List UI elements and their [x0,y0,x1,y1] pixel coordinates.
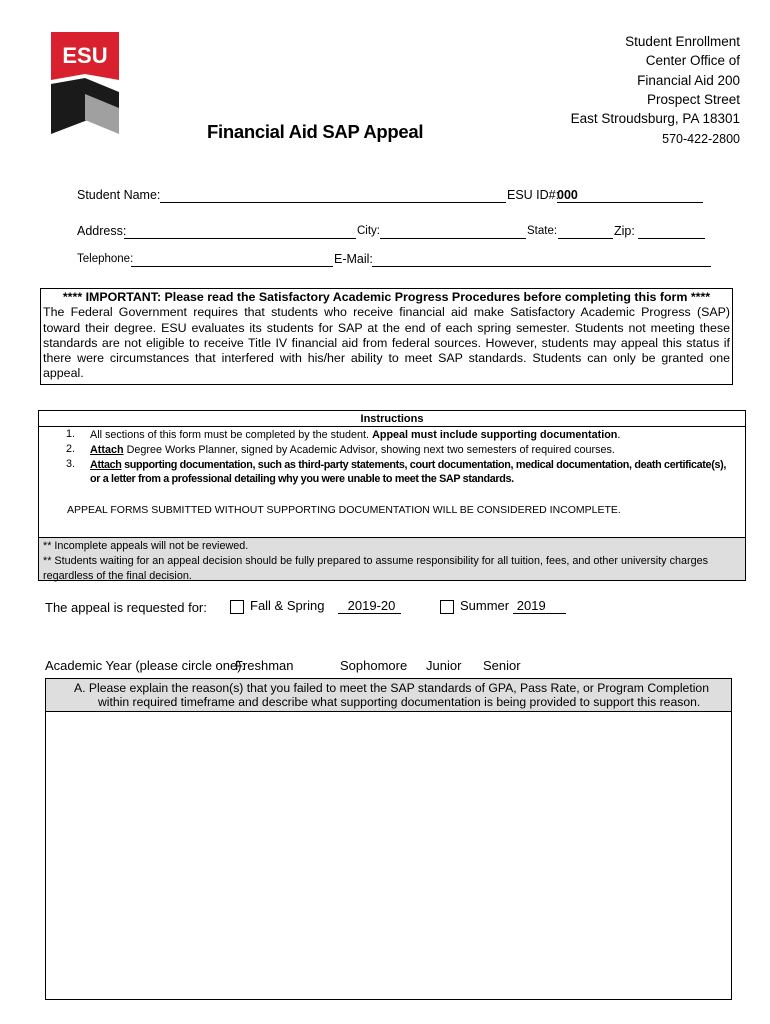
address-line-1: Student Enrollment [625,34,740,49]
state-input[interactable] [558,224,613,239]
zip-input[interactable] [638,224,705,239]
instruction-number-3: 3. [66,458,76,470]
summer-year[interactable]: 2019 [513,598,566,614]
note-responsibility: ** Students waiting for an appeal decision should be fully prepared to assume responsibility for all tuition, fees, and other university charges regardless of the final decision. [43,555,708,582]
year-option-freshman[interactable]: Freshman [235,658,294,673]
instruction-2 [90,443,740,457]
year-option-junior[interactable]: Junior [426,658,462,673]
esu-id-label: ESU ID#: [507,188,560,202]
important-notice [40,288,733,385]
instructions-divider [39,426,745,427]
academic-year-label: Academic Year (please circle one): [45,658,246,673]
state-label: State: [527,225,558,237]
esu-logo [51,32,119,134]
esu-id-input[interactable] [557,188,703,203]
instruction-2-text: Degree Works Planner, signed by Academic Advisor, showing next two semesters of required courses. [123,444,615,456]
instructions-notes [39,537,745,580]
instruction-1-text: All sections of this form must be completed by the student. [90,429,373,441]
explanation-prompt-line-1: A. Please explain the reason(s) that you failed to meet the SAP standards of GPA, Pass Rate, or Program Completion [74,681,709,695]
city-input[interactable] [380,224,526,239]
summer-label: Summer [460,598,510,613]
summer-checkbox[interactable] [440,600,454,614]
instructions-box [38,410,746,581]
instruction-1-tail: . [617,429,621,441]
fall-spring-label: Fall & Spring [250,598,325,613]
fall-spring-year[interactable]: 2019-20 [338,598,402,614]
esu-id-prefix: 000 [557,188,578,202]
telephone-label: Telephone: [77,253,134,265]
student-name-label: Student Name: [77,188,161,202]
address-line-4: Prospect Street [646,91,740,107]
office-phone: 570-422-2800 [662,132,740,147]
instruction-1 [90,428,740,442]
explanation-prompt-line-2: within required timeframe and describe what supporting documentation is being provided to support this reason. [98,695,701,709]
instruction-2-lead: Attach [90,444,124,456]
explanation-section [45,678,732,1000]
explanation-prompt [46,679,731,712]
city-label: City: [357,225,380,237]
email-label: E-Mail: [334,252,373,266]
year-option-senior[interactable]: Senior [483,658,521,673]
year-option-sophomore[interactable]: Sophomore [340,658,408,673]
incomplete-warning: APPEAL FORMS SUBMITTED WITHOUT SUPPORTING DOCUMENTATION WILL BE CONSIDERED INCOMPLETE. [67,504,621,516]
important-heading: **** IMPORTANT: Please read the Satisfactory Academic Progress Procedures before completing this form **** [62,290,711,304]
instruction-3 [90,458,730,486]
address-label: Address: [77,224,127,238]
address-line-5: East Stroudsburg, PA 18301 [570,111,740,127]
address-line-2: Center Office of [645,53,740,69]
address-line-3: Financial Aid 200 [637,72,740,88]
instruction-number-1: 1. [66,428,76,440]
explanation-textarea[interactable] [46,712,731,999]
appeal-for-label: The appeal is requested for: [45,600,207,615]
address-input[interactable] [124,224,356,239]
fall-spring-option[interactable] [230,598,401,614]
fall-spring-checkbox[interactable] [230,600,244,614]
email-input[interactable] [372,252,711,267]
student-name-input[interactable] [160,188,506,203]
note-incomplete: ** Incomplete appeals will not be reviewed. [43,540,249,552]
instructions-title: Instructions [360,413,424,425]
instruction-3-lead: Attach [90,459,122,471]
logo-text: ESU [62,43,108,68]
instruction-3-bold: supporting documentation, such as third-party statements, court documentation, medical documentation, death certificate(s), or a letter from a professional detailing why you were unable to meet the SAP standards. [90,459,726,485]
zip-label: Zip: [614,224,635,238]
important-body: The Federal Government requires that students who receive financial aid make Satisfactory Academic Progress (SAP) toward their degree. ESU evaluates its students for SAP at the end of each spring semester. Students not meeting these standards are not eligible to receive Title IV financial aid from federal sources. However, students may appeal this status if there were circumstances that interfered with his/her ability to meet SAP standards. Students can only be granted one appeal. [43,305,730,381]
telephone-input[interactable] [131,252,333,267]
form-title: Financial Aid SAP Appeal [207,121,424,142]
summer-option[interactable] [440,598,566,614]
instruction-number-2: 2. [66,443,76,455]
office-address [540,32,740,150]
instruction-1-bold: Appeal must include supporting documentation [372,429,618,441]
